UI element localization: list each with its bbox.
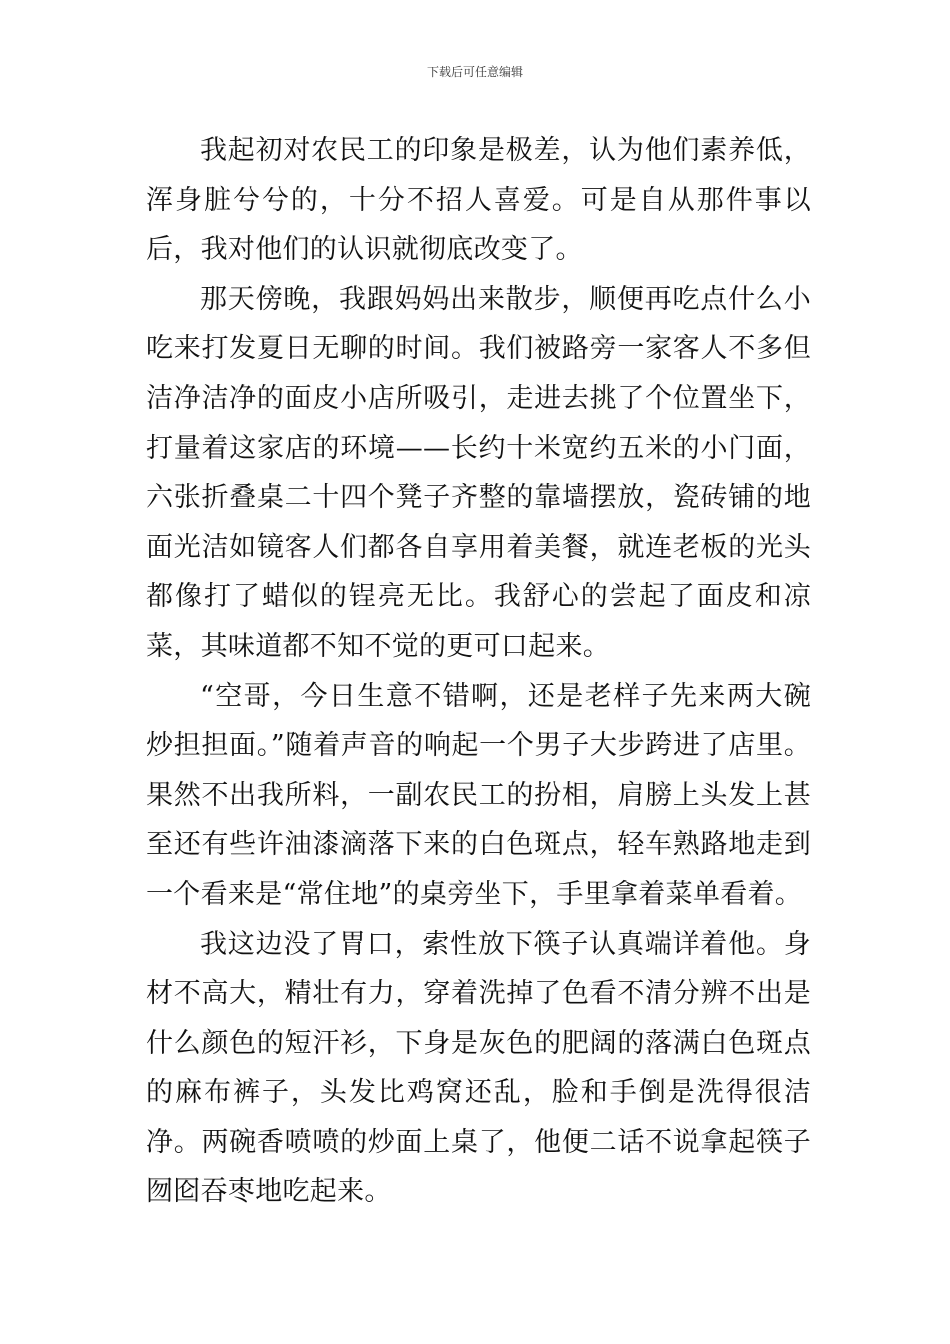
paragraph-4: 我这边没了胃口，索性放下筷子认真端详着他。身材不高大，精壮有力，穿着洗掉了色看不清分辨不出是什么颜色的短汗衫，下身是灰色的肥阔的落满白色斑点的麻布裤子，头发比鸡窝还乱，脸和手倒是洗得很洁净。两碗香喷喷的炒面上桌了，他便二话不说拿起筷子囫囵吞枣地吃起来。 — [146, 928, 811, 1208]
document-body — [146, 126, 811, 1217]
paragraph-1: 我起初对农民工的印象是极差，认为他们素养低，浑身脏兮兮的，十分不招人喜爱。可是自从那件事以后，我对他们的认识就彻底改变了。 — [146, 135, 811, 266]
page-header: 下载后可任意编辑 — [426, 65, 523, 79]
paragraph-3: “空哥，今日生意不错啊，还是老样子先来两大碗炒担担面。”随着声音的响起一个男子大步跨进了店里。果然不出我所料，一副农民工的扮相，肩膀上头发上甚至还有些许油漆滴落下来的白色斑点，轻车熟路地走到一个看来是“常住地”的桌旁坐下，手里拿着菜单看着。 — [146, 680, 811, 910]
paragraph-2: 那天傍晚，我跟妈妈出来散步，顺便再吃点什么小吃来打发夏日无聊的时间。我们被路旁一家客人不多但洁净洁净的面皮小店所吸引，走进去挑了个位置坐下，打量着这家店的环境——长约十米宽约五米的小门面，六张折叠桌二十四个凳子齐整的靠墙摆放，瓷砖铺的地面光洁如镜客人们都各自享用着美餐，就连老板的光头都像打了蜡似的锃亮无比。我舒心的尝起了面皮和凉菜，其味道都不知不觉的更可口起来。 — [146, 283, 811, 662]
